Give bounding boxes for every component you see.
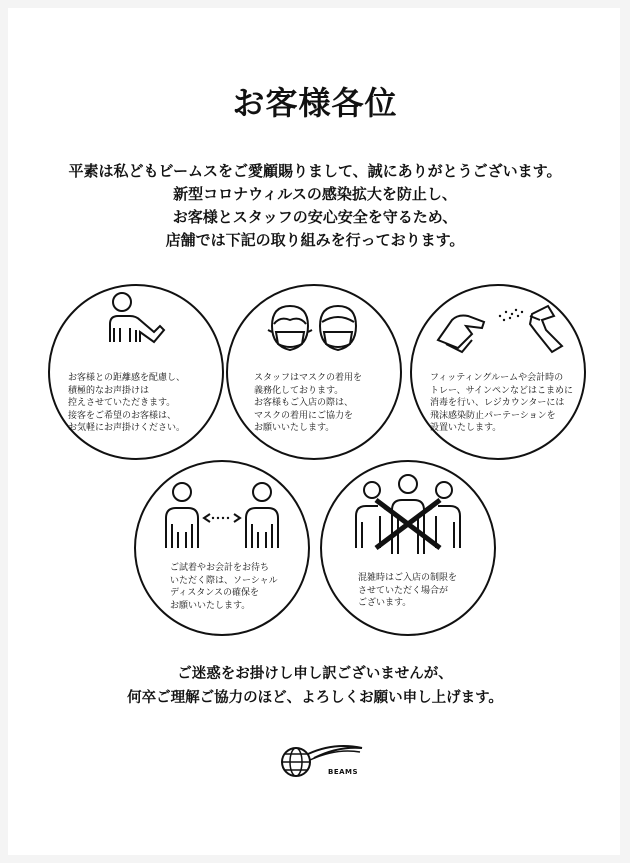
measure-circle-masks (226, 284, 402, 460)
page-title: お客様各位 (232, 84, 398, 122)
measure-text: お気軽にお声掛けください。 (68, 423, 186, 433)
measure-text: 飛沫感染防止パーテーションを (430, 410, 556, 421)
measure-text: お客様もご入店の際は、 (254, 398, 354, 408)
measure-text: 消毒を行い、レジカウンターには (430, 398, 565, 408)
brand-name: BEAMS (328, 768, 359, 776)
intro-line: 店舗では下記の取り組みを行っております。 (165, 231, 465, 249)
measure-circle-social-distance (134, 460, 310, 636)
measure-text: させていただく場合が (358, 585, 449, 596)
intro-line: 平素は私どもビームスをご愛顧賜りまして、誠にありがとうございます。 (68, 162, 562, 180)
measure-text: 義務化しております。 (254, 385, 344, 396)
closing-line: 何卒ご理解ご協力のほど、よろしくお願い申し上げます。 (127, 690, 503, 706)
measure-text: 設置いたします。 (430, 423, 502, 433)
measure-text: 積極的なお声掛けは (68, 385, 150, 396)
measure-text: 混雑時はご入店の制限を (358, 573, 458, 583)
measure-circle-distance (48, 284, 224, 460)
intro-paragraph (0, 160, 630, 252)
measure-text: ございます。 (358, 598, 412, 608)
measure-text: ディスタンスの確保を (170, 588, 260, 598)
intro-line: 新型コロナウィルスの感染拡大を防止し、 (173, 185, 457, 203)
measure-text: スタッフはマスクの着用を (254, 373, 363, 383)
closing-paragraph (0, 662, 630, 710)
intro-line: お客様とスタッフの安心安全を守るため、 (172, 208, 458, 226)
measure-text: 控えさせていただきます。 (68, 398, 176, 408)
closing-line: ご迷惑をお掛けし申し訳ございませんが、 (177, 666, 453, 682)
measure-text: いただく際は、ソーシャル (170, 575, 278, 586)
measure-text: お願いいたします。 (170, 600, 251, 611)
measure-text: トレー、サインペンなどはこまめに (430, 385, 574, 396)
measure-text: 接客をご希望のお客様は、 (68, 410, 177, 421)
measure-text: フィッティングルームや会計時の (430, 373, 564, 383)
measure-circle-disinfection (410, 284, 586, 460)
measure-text: マスクの着用にご協力を (254, 410, 354, 421)
measure-text: お客様との距離感を配慮し、 (68, 373, 186, 383)
measure-text: お願いいたします。 (254, 423, 335, 433)
measure-circle-entry-limit (320, 460, 496, 636)
measure-text: ご試着やお会計をお待ち (170, 563, 270, 573)
